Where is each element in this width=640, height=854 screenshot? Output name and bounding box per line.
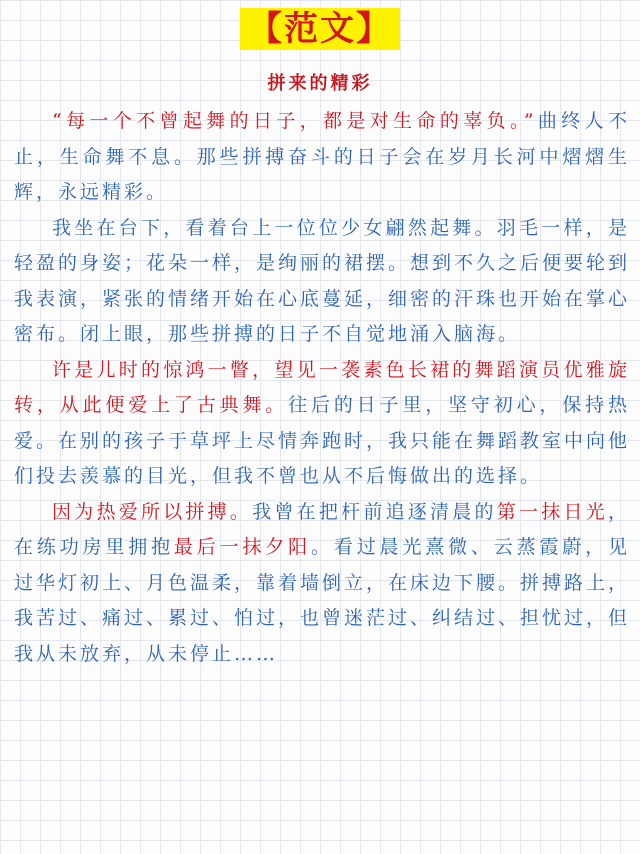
paragraph-4 — [14, 495, 630, 673]
essay-body — [14, 104, 630, 672]
paragraph-4-highlight-2: 第一抹日光 — [496, 500, 608, 523]
paragraph-4-highlight-3: 最后一抹夕阳 — [173, 536, 311, 558]
paragraph-3 — [14, 353, 630, 495]
paragraph-1 — [14, 104, 630, 211]
paragraph-4-text-1: 我曾在把杆前追逐清晨的 — [252, 500, 497, 523]
banner-container — [0, 8, 640, 50]
paragraph-3-highlight: 许是儿时的惊鸿一瞥，望见一袭素色长裙的舞蹈演员优雅旋转，从此便爱上了古典舞。 — [14, 358, 630, 416]
paragraph-1-text: 曲终人不止，生命舞不息。那些拼搏奋斗的日子会在岁月长河中熠熠生辉，永远精彩。 — [14, 110, 630, 203]
paragraph-3-text: 往后的日子里，坚守初心，保持热爱。在别的孩子于草坪上尽情奔跑时，我只能在舞蹈教室中向他们投去羡慕的目光，但我不曾也从不后悔做出的选择。 — [14, 394, 631, 487]
opening-quote: “每一个不曾起舞的日子，都是对生命的辜负。” — [52, 110, 537, 132]
banner-label: 【范文】 — [240, 8, 400, 50]
paragraph-4-text-2: ，在练功房里拥抱 — [14, 500, 630, 558]
paragraph-2 — [14, 211, 630, 353]
paragraph-4-highlight-1: 因为热爱所以拼搏。 — [52, 500, 253, 523]
essay-title: 拼来的精彩 — [267, 73, 373, 94]
paragraph-2-text: 我坐在台下，看着台上一位位少女翩然起舞。羽毛一样，是轻盈的身姿；花朵一样，是绚丽的裙摆。想到不久之后便要轮到我表演，紧张的情绪开始在心底蔓延，细密的汗珠也开始在掌心密布。闭上眼，那些拼搏的日子不自觉地涌入脑海。 — [14, 216, 631, 345]
paragraph-4-text-3: 。看过晨光熹微、云蒸霞蔚，见过华灯初上、月色温柔，靠着墙倒立，在床边下腰。拼搏路上，我苦过、痛过、累过、怕过，也曾迷茫过、纠结过、担忧过，但我从未放弃，从未停止…… — [14, 536, 631, 665]
